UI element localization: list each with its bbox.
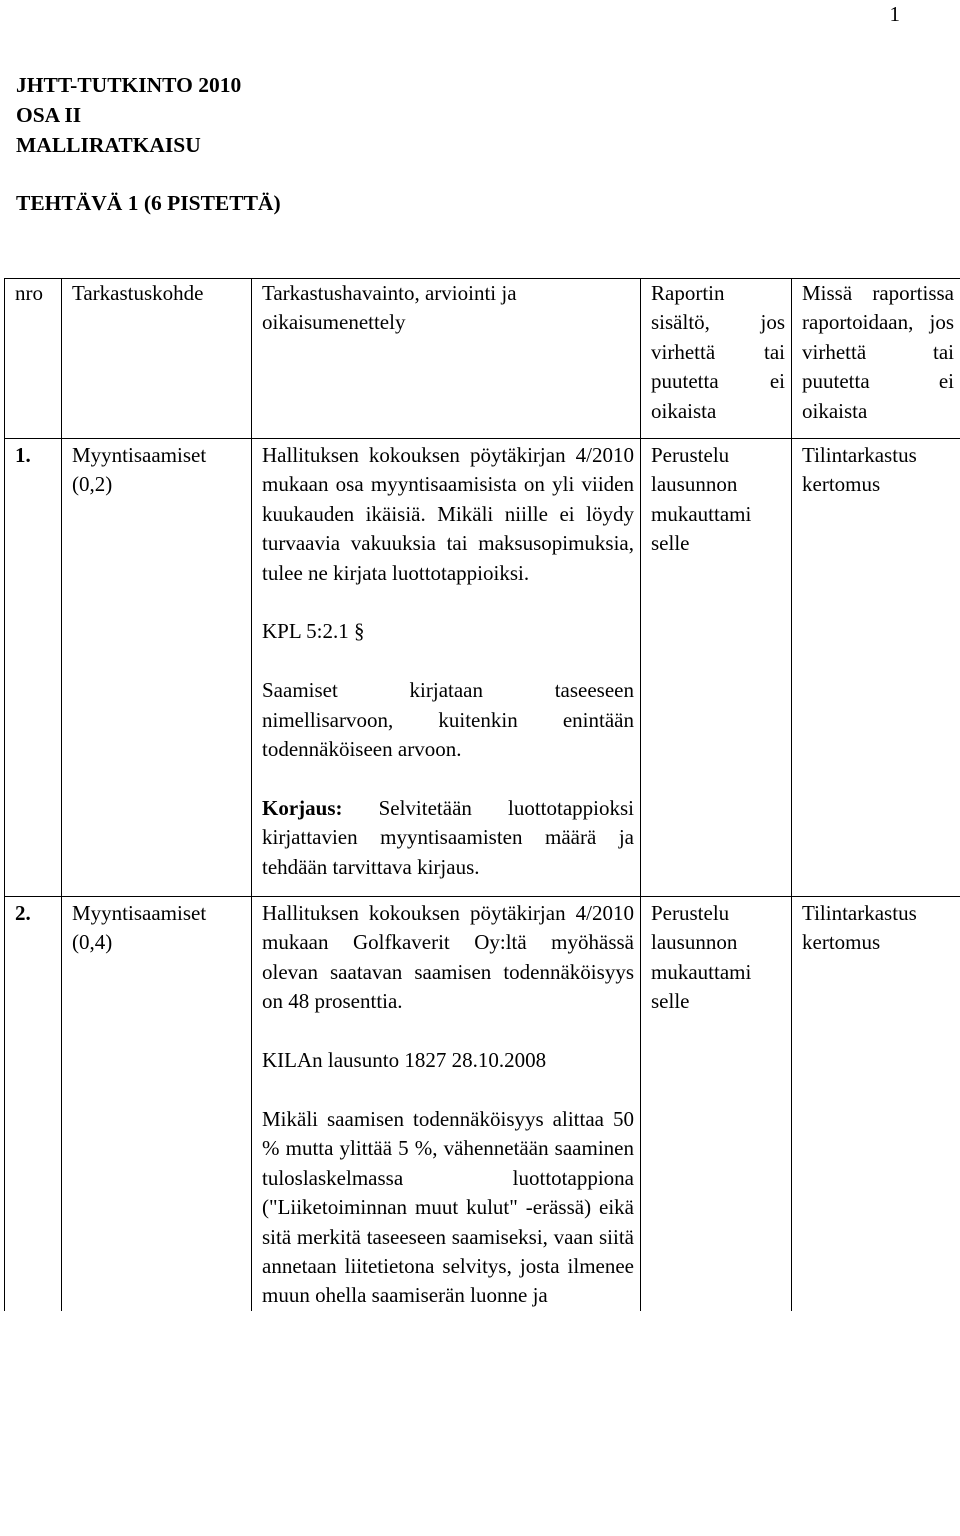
column-header-havainto: Tarkastushavainto, arviointi ja oikaisumenettely [252, 279, 641, 439]
rule-text: Mikäli saamisen todennäköisyys alittaa 50 % mutta ylittää 5 %, vähennetään saaminen tuloslaskelmassa luottotappiona ("Liiketoiminnan muut kulut" -erässä) eikä sitä merkitä taseeseen saamiseksi, vaan siitä annetaan liitetietona selvitys, josta ilmenee muun ohella saamiserän luonne ja [262, 1106, 634, 1308]
target-points: (0,4) [72, 930, 113, 955]
report-content: Perustelu lausunnon mukauttami selle [641, 439, 792, 897]
page-number: 1 [889, 2, 900, 26]
table-row [5, 439, 960, 897]
row-number: 1. [5, 439, 62, 897]
target-name: Myyntisaamiset [72, 443, 207, 468]
finding-cell [252, 897, 641, 1311]
finding-text: Hallituksen kokouksen pöytäkirjan 4/2010 mukaan Golfkaverit Oy:ltä myöhässä olevan saatavan saamisen todennäköisyys on 48 prosenttia. [262, 901, 634, 1014]
correction-label: Korjaus: [262, 795, 343, 820]
correction-body: Selvitetään luottotappioksi kirjattavien myyntisaamisten määrä ja tehdään tarvittava kirjaus. [262, 795, 634, 879]
exam-title: JHTT-TUTKINTO 2010 [16, 73, 242, 97]
inspection-target [62, 897, 252, 1311]
target-name: Myyntisaamiset [72, 901, 207, 926]
inspection-target [62, 439, 252, 897]
column-header-missa: Missä raportissa raportoidaan, jos virhettä tai puutetta ei oikaista [792, 279, 960, 439]
audit-findings-table [4, 278, 960, 1311]
rule-text: Saamiset kirjataan taseeseen nimellisarvoon, kuitenkin enintään todennäköiseen arvoon. [262, 678, 634, 762]
document-header [16, 70, 281, 218]
report-content: Perustelu lausunnon mukauttami selle [641, 897, 792, 1311]
table-row [5, 897, 960, 1311]
column-header-sisalto: Raportin sisältö, jos virhettä tai puutetta ei oikaista [641, 279, 792, 439]
legal-reference: KILAn lausunto 1827 28.10.2008 [262, 1048, 547, 1073]
correction-text [262, 794, 634, 882]
exam-part: OSA II [16, 103, 82, 127]
row-number: 2. [5, 897, 62, 1311]
finding-text: Hallituksen kokouksen pöytäkirjan 4/2010 mukaan osa myyntisaamisista on yli viiden kuukauden ikäisiä. Mikäli niille ei löydy turvaavia vakuuksia tai maksusopimuksia, tulee ne kirjata luottotappioiksi. [262, 443, 634, 585]
column-header-nro: nro [5, 279, 62, 439]
column-header-kohde: Tarkastuskohde [62, 279, 252, 439]
task-title: TEHTÄVÄ 1 (6 PISTETTÄ) [16, 191, 281, 215]
finding-cell [252, 439, 641, 897]
report-location: Tilintarkastus kertomus [792, 439, 960, 897]
table-header-row [5, 279, 960, 439]
target-points: (0,2) [72, 472, 113, 497]
report-location: Tilintarkastus kertomus [792, 897, 960, 1311]
exam-subtitle: MALLIRATKAISU [16, 133, 201, 157]
legal-reference: KPL 5:2.1 § [262, 619, 365, 644]
